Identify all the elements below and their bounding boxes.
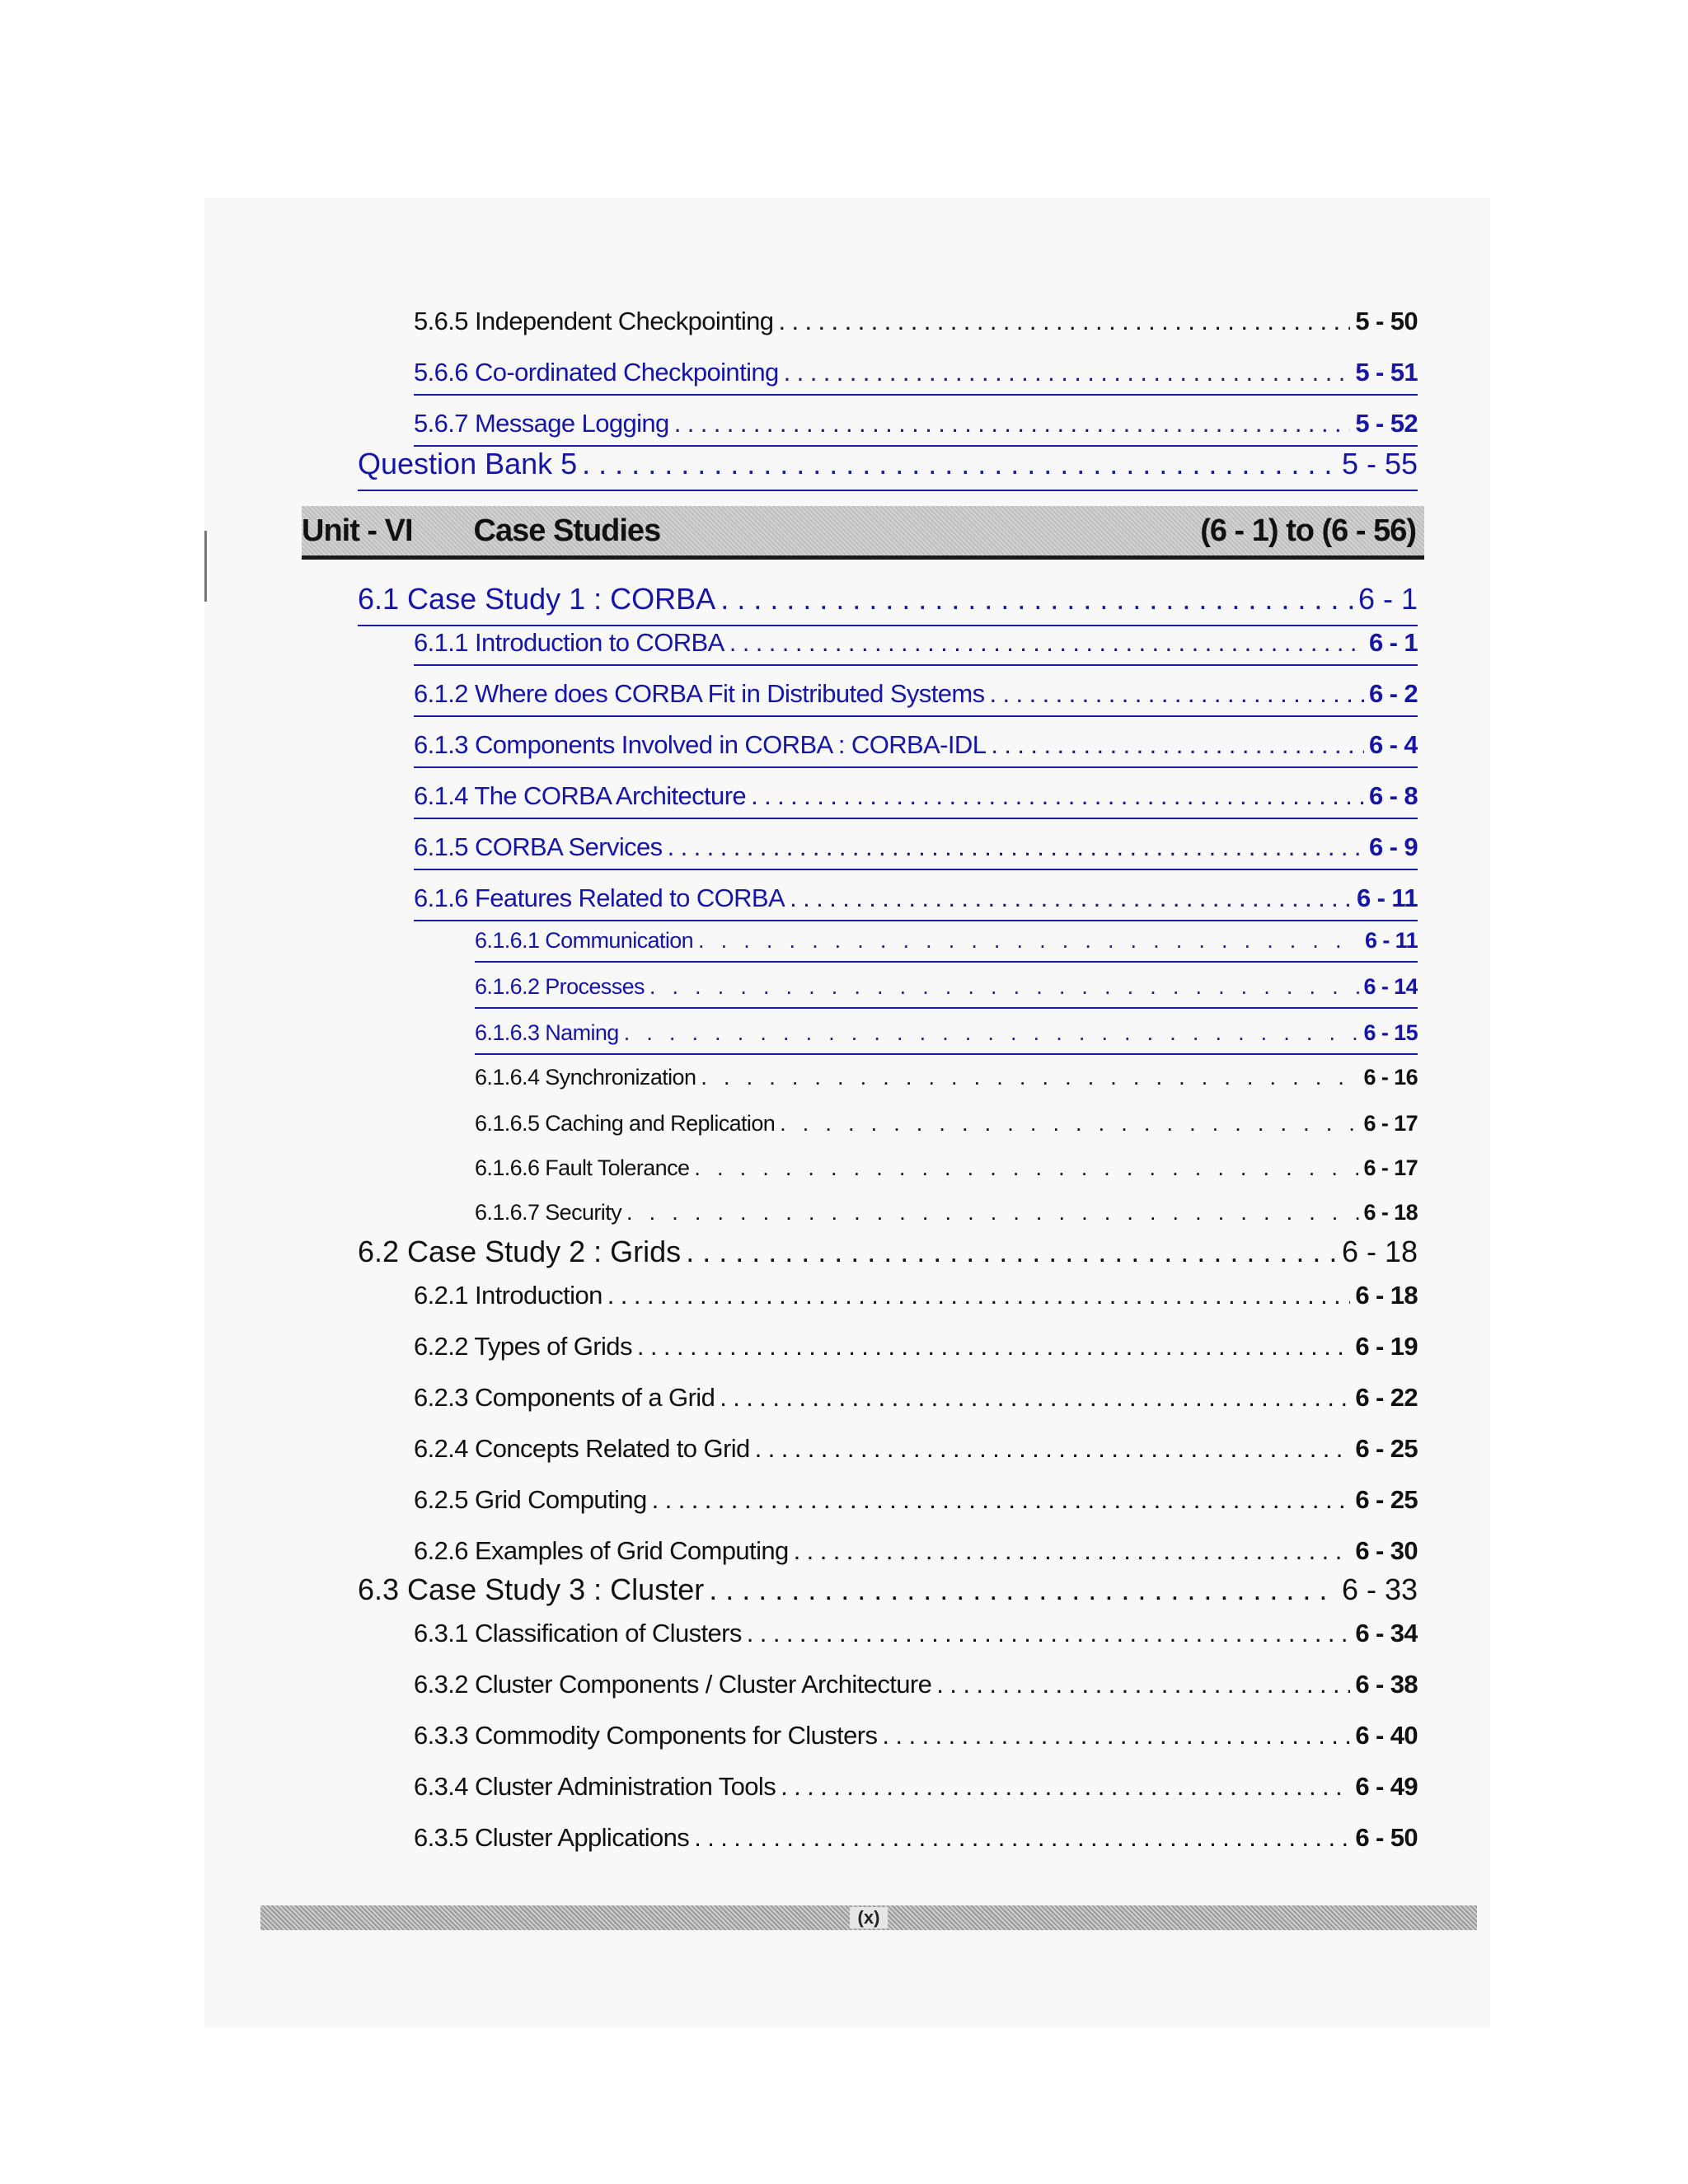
toc-question-bank-5[interactable] [358,447,1418,491]
toc-entry-title: Question Bank 5 [358,447,578,480]
toc-subentry-title: 6.1.6.5 Caching and Replication [475,1111,776,1136]
toc-entry-title: 6.2.1 Introduction [414,1281,603,1310]
toc-leader-dots [720,582,1353,616]
toc-subentry-6-1-6-2[interactable] [475,974,1418,1009]
toc-leader-dots [694,1823,1350,1853]
toc-leader-dots [626,1200,1359,1226]
toc-entry-title: 6.3.2 Cluster Components / Cluster Architecture [414,1670,932,1699]
toc-leader-dots [780,1111,1358,1137]
toc-entry-page: 6 - 9 [1368,832,1418,861]
toc-entry-6-2-3 [414,1383,1418,1419]
unit-page-range: (6 - 1) to (6 - 56) [1200,513,1416,548]
toc-subentry-page: 6 - 11 [1365,928,1418,953]
toc-entry-title: 6.1.6 Features Related to CORBA [414,883,785,912]
toc-subentry-6-1-6-4 [475,1065,1418,1098]
toc-entry-title: 6.1.1 Introduction to CORBA [414,628,724,657]
toc-leader-dots [790,883,1352,913]
toc-section-page: 6 - 18 [1341,1235,1418,1268]
toc-leader-dots [607,1281,1351,1310]
toc-leader-dots [652,1485,1351,1515]
toc-entry-page: 6 - 40 [1355,1721,1418,1750]
toc-entry-title: 6.3.3 Commodity Components for Clusters [414,1721,878,1750]
footer-bar [260,1905,1477,1930]
toc-subentry-title: 6.1.6.6 Fault Tolerance [475,1155,690,1180]
toc-entry-page: 6 - 34 [1355,1619,1418,1647]
toc-subentry-title: 6.1.6.3 Naming [475,1020,619,1045]
toc-subentry-title: 6.1.6.1 Communication [475,928,694,953]
toc-leader-dots [649,974,1359,1000]
toc-entry-6-3-2 [414,1670,1418,1706]
toc-subentry-page: 6 - 16 [1363,1065,1418,1090]
toc-entry-page: 6 - 8 [1368,781,1418,810]
toc-leader-dots [990,679,1364,709]
toc-leader-dots [991,730,1364,760]
toc-section-title: 6.3 Case Study 3 : Cluster [358,1572,705,1606]
unit-title: Case Studies [473,513,661,548]
toc-entry-title: 5.6.7 Message Logging [414,409,669,438]
toc-leader-dots [624,1020,1359,1046]
toc-subentry-title: 6.1.6.2 Processes [475,974,645,999]
toc-entry-title: 6.3.4 Cluster Administration Tools [414,1772,776,1801]
toc-leader-dots [720,1383,1350,1413]
toc-entry-page: 6 - 49 [1355,1772,1418,1801]
toc-entry-page: 5 - 55 [1341,447,1418,480]
toc-entry-page: 6 - 25 [1355,1485,1418,1514]
toc-entry-6-2-5 [414,1485,1418,1521]
toc-leader-dots [674,409,1351,438]
toc-entry-6-3-4 [414,1772,1418,1808]
toc-subentry-6-1-6-5 [475,1111,1418,1144]
toc-entry-6-1-2[interactable] [414,679,1418,717]
toc-subentry-page: 6 - 15 [1363,1020,1418,1045]
toc-subentry-page: 6 - 18 [1363,1200,1418,1225]
toc-entry-page: 5 - 50 [1355,307,1418,335]
toc-leader-dots [637,1332,1350,1361]
toc-section-page: 6 - 1 [1357,582,1418,616]
toc-subentry-page: 6 - 17 [1363,1111,1418,1136]
toc-leader-dots [778,307,1350,336]
toc-entry-page: 6 - 11 [1357,883,1418,912]
toc-entry-5-6-7[interactable] [414,409,1418,447]
toc-leader-dots [694,1155,1358,1181]
toc-entry-page: 6 - 19 [1355,1332,1418,1361]
toc-entry-6-1-6[interactable] [414,883,1418,921]
toc-subentry-title: 6.1.6.7 Security [475,1200,622,1225]
toc-subentry-6-1-6-1[interactable] [475,928,1418,963]
toc-section-title: 6.1 Case Study 1 : CORBA [358,582,716,616]
toc-entry-title: 6.2.2 Types of Grids [414,1332,632,1361]
unit-heading-bar [302,506,1424,560]
toc-entry-title: 5.6.5 Independent Checkpointing [414,307,774,335]
toc-entry-page: 6 - 38 [1355,1670,1418,1699]
unit-label: Unit - VI [302,513,413,548]
toc-leader-dots [794,1536,1351,1566]
toc-entry-5-6-5 [414,307,1418,343]
toc-section-6-1[interactable] [358,582,1418,626]
toc-entry-title: 6.3.5 Cluster Applications [414,1823,690,1852]
toc-leader-dots [709,1572,1337,1607]
toc-entry-6-1-5[interactable] [414,832,1418,870]
toc-entry-title: 6.2.6 Examples of Grid Computing [414,1536,789,1565]
toc-leader-dots [781,1772,1350,1802]
toc-entry-page: 6 - 18 [1355,1281,1418,1310]
toc-entry-6-2-1 [414,1281,1418,1317]
toc-entry-6-2-4 [414,1434,1418,1470]
toc-entry-page: 5 - 52 [1355,409,1418,438]
toc-leader-dots [729,628,1364,658]
toc-entry-6-1-4[interactable] [414,781,1418,819]
toc-entry-6-3-5 [414,1823,1418,1859]
toc-leader-dots [784,358,1351,387]
toc-leader-dots [747,1619,1351,1648]
toc-entry-6-2-6 [414,1536,1418,1572]
toc-entry-title: 6.1.2 Where does CORBA Fit in Distributed Systems [414,679,985,708]
toc-entry-title: 6.1.5 CORBA Services [414,832,663,861]
toc-entry-6-2-2 [414,1332,1418,1368]
toc-leader-dots [936,1670,1350,1699]
toc-entry-6-1-3[interactable] [414,730,1418,768]
toc-entry-6-3-1 [414,1619,1418,1655]
toc-subentry-6-1-6-7 [475,1200,1418,1233]
toc-leader-dots [582,447,1337,481]
toc-entry-page: 6 - 25 [1355,1434,1418,1463]
toc-entry-page: 6 - 30 [1355,1536,1418,1565]
toc-entry-title: 6.3.1 Classification of Clusters [414,1619,742,1647]
toc-entry-page: 6 - 1 [1368,628,1418,657]
toc-leader-dots [751,781,1364,811]
toc-section-page: 6 - 33 [1341,1572,1418,1606]
scan-edge-mark [204,531,207,602]
toc-section-6-3 [358,1572,1418,1615]
toc-leader-dots [882,1721,1350,1750]
toc-entry-page: 6 - 2 [1368,679,1418,708]
toc-entry-title: 6.2.4 Concepts Related to Grid [414,1434,750,1463]
toc-entry-title: 5.6.6 Co-ordinated Checkpointing [414,358,779,387]
toc-section-title: 6.2 Case Study 2 : Grids [358,1235,682,1268]
toc-subentry-6-1-6-3[interactable] [475,1020,1418,1055]
toc-leader-dots [668,832,1364,862]
toc-subentry-page: 6 - 17 [1363,1155,1418,1180]
toc-subentry-page: 6 - 14 [1363,974,1418,999]
toc-entry-title: 6.2.5 Grid Computing [414,1485,647,1514]
toc-entry-title: 6.1.4 The CORBA Architecture [414,781,747,810]
toc-leader-dots [698,928,1360,954]
page-number: (x) [850,1907,889,1929]
toc-entry-page: 5 - 51 [1355,358,1418,387]
toc-entry-title: 6.2.3 Components of a Grid [414,1383,715,1412]
toc-leader-dots [686,1235,1337,1269]
toc-entry-title: 6.1.3 Components Involved in CORBA : CORBA-IDL [414,730,987,759]
toc-entry-6-1-1[interactable] [414,628,1418,666]
toc-leader-dots [701,1065,1358,1090]
toc-entry-page: 6 - 4 [1368,730,1418,759]
toc-entry-6-3-3 [414,1721,1418,1757]
toc-entry-page: 6 - 22 [1355,1383,1418,1412]
toc-subentry-6-1-6-6 [475,1155,1418,1188]
toc-entry-page: 6 - 50 [1355,1823,1418,1852]
toc-subentry-title: 6.1.6.4 Synchronization [475,1065,696,1090]
toc-section-6-2 [358,1235,1418,1277]
toc-leader-dots [755,1434,1351,1464]
toc-entry-5-6-6[interactable] [414,358,1418,396]
